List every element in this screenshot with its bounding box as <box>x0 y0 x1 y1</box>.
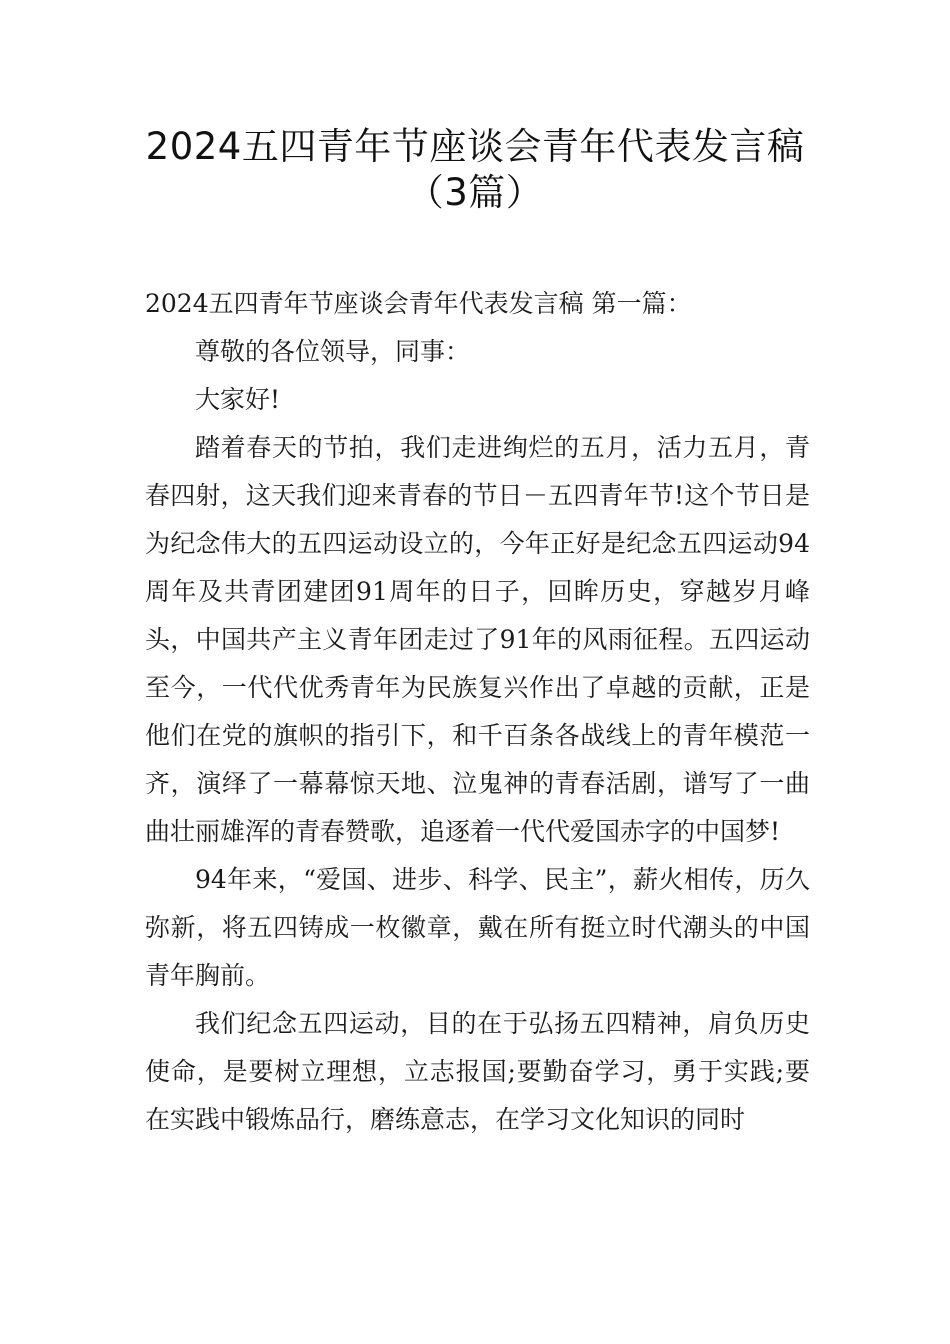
title-line-1: 2024五四青年节座谈会青年代表发言稿 <box>145 125 805 168</box>
document-body <box>145 280 810 1144</box>
paragraph: 94年来，“爱国、进步、科学、民主”，薪火相传，历久弥新，将五四铸成一枚徽章，戴在所有挺立时代潮头的中国青年胸前。 <box>145 865 810 990</box>
subheading: 2024五四青年节座谈会青年代表发言稿 第一篇： <box>145 289 692 318</box>
document-title <box>100 124 850 216</box>
title-line-2: （3篇） <box>406 171 544 214</box>
paragraph: 我们纪念五四运动，目的在于弘扬五四精神，肩负历史使命，是要树立理想，立志报国;要勤奋学习，勇于实践;要在实践中锻炼品行，磨练意志，在学习文化知识的同时 <box>145 1009 810 1134</box>
greeting: 大家好! <box>195 385 281 414</box>
paragraph: 踏着春天的节拍，我们走进绚烂的五月，活力五月，青春四射，这天我们迎来青春的节日－五四青年节!这个节日是为纪念伟大的五四运动设立的，今年正好是纪念五四运动94周年及共青团建团91周年的日子，回眸历史，穿越岁月峰头，中国共产主义青年团走过了91年的风雨征程。五四运动至今，一代代优秀青年为民族复兴作出了卓越的贡献，正是他们在党的旗帜的指引下，和千百条各战线上的青年模范一齐，演绎了一幕幕惊天地、泣鬼神的青春活剧，谱写了一曲曲壮丽雄浑的青春赞歌，追逐着一代代爱国赤字的中国梦! <box>145 433 810 846</box>
salutation: 尊敬的各位领导，同事： <box>195 337 471 366</box>
